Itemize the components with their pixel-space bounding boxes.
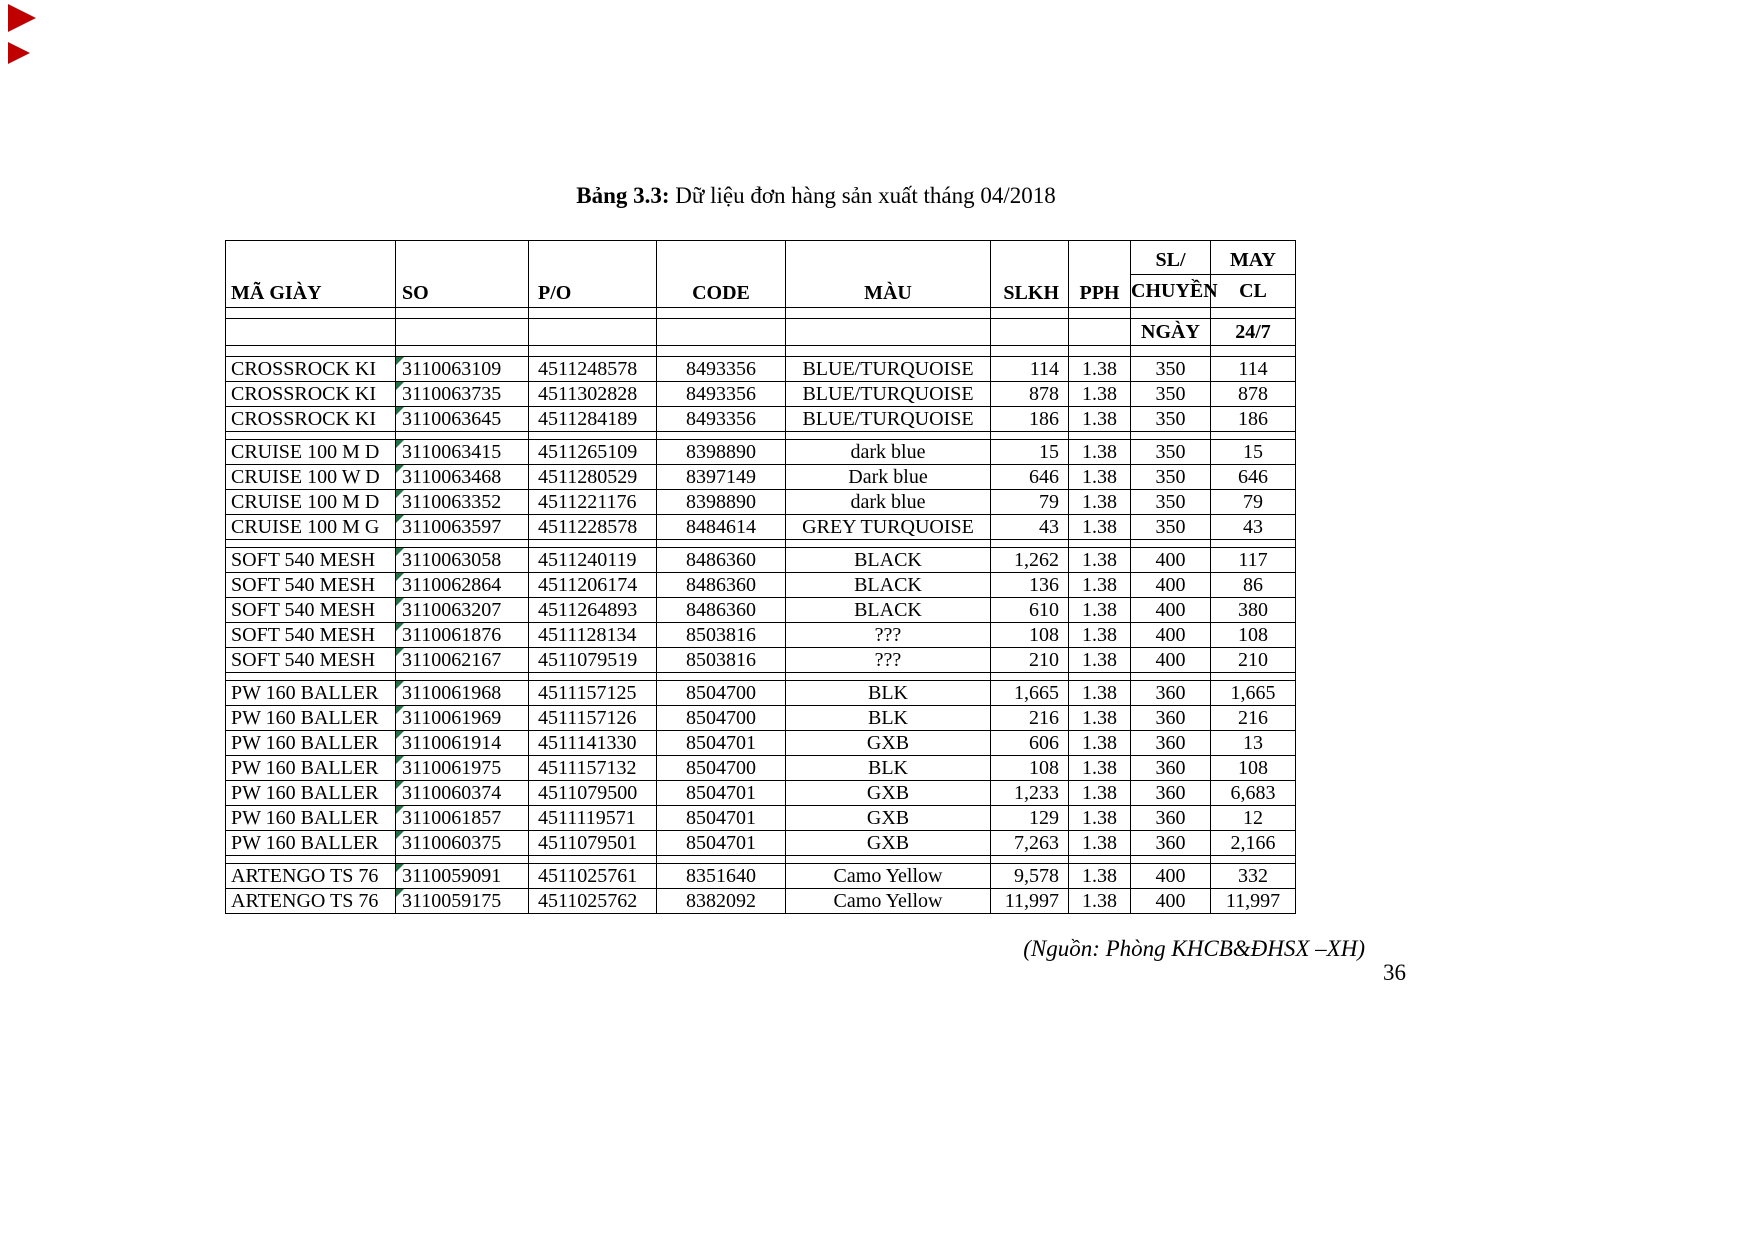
code-cell: 8504701 [657, 831, 786, 856]
separator-cell [657, 856, 786, 864]
so-cell: 3110063109 [396, 357, 529, 382]
po-cell: 4511157125 [529, 681, 657, 706]
sl-chuyen-ngay-cell: 400 [1131, 889, 1211, 914]
separator-cell [991, 673, 1069, 681]
may-cl-24-7-cell: 114 [1211, 357, 1296, 382]
ma-giay-cell: CRUISE 100 M G [226, 515, 396, 540]
may-cl-24-7-cell: 12 [1211, 806, 1296, 831]
separator-cell [396, 673, 529, 681]
so-cell: 3110061876 [396, 623, 529, 648]
may-cl-24-7-cell: 878 [1211, 382, 1296, 407]
mau-cell: GXB [786, 731, 991, 756]
col-header-mau: MÀU [786, 241, 991, 308]
po-cell: 4511280529 [529, 465, 657, 490]
col-header-slkh: SLKH [991, 241, 1069, 308]
table-row [226, 623, 1296, 648]
code-cell: 8382092 [657, 889, 786, 914]
table-row [226, 756, 1296, 781]
code-cell: 8493356 [657, 382, 786, 407]
flag-triangle-icon [396, 706, 404, 714]
slkh-cell: 11,997 [991, 889, 1069, 914]
code-cell: 8504700 [657, 756, 786, 781]
cutoff-row [226, 889, 1296, 914]
slkh-cell: 79 [991, 490, 1069, 515]
so-cell: 3110063735 [396, 382, 529, 407]
ma-giay-cell: PW 160 BALLER [226, 756, 396, 781]
sl-chuyen-ngay-cell: 400 [1131, 623, 1211, 648]
may-cl-24-7-cell: 186 [1211, 407, 1296, 432]
pph-cell: 1.38 [1069, 490, 1131, 515]
may-cl-24-7-cell: 11,997 [1211, 889, 1296, 914]
slkh-cell: 136 [991, 573, 1069, 598]
may-cl-24-7-cell: 117 [1211, 548, 1296, 573]
mau-cell: BLUE/TURQUOISE [786, 382, 991, 407]
code-cell: 8493356 [657, 407, 786, 432]
sl-chuyen-ngay-cell: 400 [1131, 598, 1211, 623]
flag-triangle-icon [396, 548, 404, 556]
may-cl-24-7-cell: 15 [1211, 440, 1296, 465]
ma-giay-cell: CROSSROCK KI [226, 382, 396, 407]
pph-cell: 1.38 [1069, 781, 1131, 806]
separator-cell [529, 540, 657, 548]
slkh-cell: 646 [991, 465, 1069, 490]
separator-cell [786, 432, 991, 440]
mau-cell: BLACK [786, 548, 991, 573]
flag-triangle-icon [396, 889, 404, 897]
table-header [226, 241, 1296, 357]
header-spacer-row [226, 308, 1296, 319]
table-row [226, 515, 1296, 540]
code-cell: 8503816 [657, 648, 786, 673]
flag-triangle-icon [396, 465, 404, 473]
slkh-cell: 186 [991, 407, 1069, 432]
table-row [226, 648, 1296, 673]
code-cell: 8503816 [657, 623, 786, 648]
group-separator-row [226, 540, 1296, 548]
so-cell: 3110061914 [396, 731, 529, 756]
slkh-cell: 43 [991, 515, 1069, 540]
data-table-container [225, 240, 1301, 912]
po-cell: 4511221176 [529, 490, 657, 515]
pph-cell: 1.38 [1069, 731, 1131, 756]
po-cell: 4511157132 [529, 756, 657, 781]
so-cell: 3110059175 [396, 889, 529, 914]
code-cell: 8504700 [657, 681, 786, 706]
ma-giay-cell: ARTENGO TS 76 [226, 889, 396, 914]
separator-cell [1131, 432, 1211, 440]
separator-cell [396, 856, 529, 864]
separator-cell [226, 540, 396, 548]
flag-triangle-icon [396, 598, 404, 606]
separator-cell [226, 673, 396, 681]
mau-cell: Dark blue [786, 465, 991, 490]
separator-cell [1211, 673, 1296, 681]
po-cell: 4511119571 [529, 806, 657, 831]
table-row [226, 598, 1296, 623]
sl-chuyen-ngay-cell: 360 [1131, 731, 1211, 756]
code-cell: 8397149 [657, 465, 786, 490]
separator-cell [226, 856, 396, 864]
separator-cell [1131, 540, 1211, 548]
header-spacer-row [226, 346, 1296, 357]
code-cell: 8504701 [657, 731, 786, 756]
flag-triangle-icon [396, 731, 404, 739]
sl-chuyen-ngay-cell: 400 [1131, 648, 1211, 673]
ma-giay-cell: PW 160 BALLER [226, 706, 396, 731]
pph-cell: 1.38 [1069, 623, 1131, 648]
so-cell: 3110063597 [396, 515, 529, 540]
may-cl-24-7-cell: 108 [1211, 756, 1296, 781]
code-cell: 8504700 [657, 706, 786, 731]
may-cl-24-7-cell: 332 [1211, 864, 1296, 889]
slkh-cell: 129 [991, 806, 1069, 831]
header-row-top [226, 241, 1296, 275]
table-row [226, 490, 1296, 515]
ma-giay-cell: PW 160 BALLER [226, 831, 396, 856]
table-caption-label: Bảng 3.3: [576, 183, 670, 208]
ma-giay-cell: SOFT 540 MESH [226, 648, 396, 673]
col-header-ngay: NGÀY [1131, 319, 1211, 346]
po-cell: 4511157126 [529, 706, 657, 731]
separator-cell [396, 432, 529, 440]
flag-triangle-icon [396, 831, 404, 839]
separator-cell [1211, 540, 1296, 548]
po-cell: 4511128134 [529, 623, 657, 648]
col-header-ma-giay: MÃ GIÀY [226, 241, 396, 308]
pph-cell: 1.38 [1069, 357, 1131, 382]
mau-cell: dark blue [786, 440, 991, 465]
so-cell: 3110061969 [396, 706, 529, 731]
mau-cell: GXB [786, 831, 991, 856]
mau-cell: BLK [786, 756, 991, 781]
table-row [226, 731, 1296, 756]
pph-cell: 1.38 [1069, 648, 1131, 673]
group-separator-row [226, 432, 1296, 440]
ma-giay-cell: ARTENGO TS 76 [226, 864, 396, 889]
pph-cell: 1.38 [1069, 465, 1131, 490]
ma-giay-cell: PW 160 BALLER [226, 806, 396, 831]
table-row [226, 681, 1296, 706]
po-cell: 4511265109 [529, 440, 657, 465]
table-caption-text: Dữ liệu đơn hàng sản xuất tháng 04/2018 [669, 183, 1056, 208]
mau-cell: BLUE/TURQUOISE [786, 407, 991, 432]
po-cell: 4511141330 [529, 731, 657, 756]
flag-triangle-icon [396, 357, 404, 365]
table-row [226, 548, 1296, 573]
slkh-cell: 878 [991, 382, 1069, 407]
ma-giay-cell: SOFT 540 MESH [226, 598, 396, 623]
mau-cell: GXB [786, 806, 991, 831]
separator-cell [786, 673, 991, 681]
code-cell: 8504701 [657, 781, 786, 806]
so-cell: 3110060374 [396, 781, 529, 806]
col-header-sl: SL/ [1131, 241, 1211, 275]
table-row [226, 382, 1296, 407]
mau-cell: GREY TURQUOISE [786, 515, 991, 540]
flag-triangle-icon [396, 648, 404, 656]
may-cl-24-7-cell: 6,683 [1211, 781, 1296, 806]
slkh-cell: 610 [991, 598, 1069, 623]
po-cell: 4511240119 [529, 548, 657, 573]
code-cell: 8398890 [657, 440, 786, 465]
flag-triangle-icon [396, 756, 404, 764]
so-cell: 3110063415 [396, 440, 529, 465]
table-row [226, 573, 1296, 598]
sl-chuyen-ngay-cell: 360 [1131, 756, 1211, 781]
may-cl-24-7-cell: 108 [1211, 623, 1296, 648]
separator-cell [1069, 432, 1131, 440]
separator-cell [786, 856, 991, 864]
flag-triangle-icon [396, 623, 404, 631]
col-header-24-7: 24/7 [1211, 319, 1296, 346]
col-header-pph: PPH [1069, 241, 1131, 308]
sl-chuyen-ngay-cell: 350 [1131, 407, 1211, 432]
so-cell: 3110062864 [396, 573, 529, 598]
slkh-cell: 210 [991, 648, 1069, 673]
pph-cell: 1.38 [1069, 831, 1131, 856]
so-cell: 3110063645 [396, 407, 529, 432]
ma-giay-cell: CRUISE 100 M D [226, 490, 396, 515]
col-header-cl: CL [1211, 275, 1296, 308]
may-cl-24-7-cell: 210 [1211, 648, 1296, 673]
sl-chuyen-ngay-cell: 350 [1131, 382, 1211, 407]
flag-triangle-icon [396, 573, 404, 581]
sl-chuyen-ngay-cell: 350 [1131, 515, 1211, 540]
po-cell: 4511079501 [529, 831, 657, 856]
separator-cell [1131, 856, 1211, 864]
ma-giay-cell: SOFT 540 MESH [226, 573, 396, 598]
flag-triangle-icon [396, 382, 404, 390]
may-cl-24-7-cell: 2,166 [1211, 831, 1296, 856]
separator-cell [1069, 856, 1131, 864]
ma-giay-cell: CRUISE 100 W D [226, 465, 396, 490]
mau-cell: BLK [786, 706, 991, 731]
header-row-sub [226, 319, 1296, 346]
slkh-cell: 108 [991, 623, 1069, 648]
so-cell: 3110060375 [396, 831, 529, 856]
mau-cell: GXB [786, 781, 991, 806]
separator-cell [529, 673, 657, 681]
flag-triangle-icon [396, 515, 404, 523]
po-cell: 4511284189 [529, 407, 657, 432]
mau-cell: ??? [786, 623, 991, 648]
separator-cell [396, 540, 529, 548]
table-body [226, 357, 1296, 914]
ma-giay-cell: CROSSROCK KI [226, 407, 396, 432]
col-header-may: MAY [1211, 241, 1296, 275]
col-header-po: P/O [529, 241, 657, 308]
ma-giay-cell: PW 160 BALLER [226, 681, 396, 706]
sl-chuyen-ngay-cell: 350 [1131, 465, 1211, 490]
sl-chuyen-ngay-cell: 360 [1131, 806, 1211, 831]
flag-triangle-icon [396, 806, 404, 814]
po-cell: 4511248578 [529, 357, 657, 382]
table-row [226, 864, 1296, 889]
so-cell: 3110061968 [396, 681, 529, 706]
separator-cell [657, 540, 786, 548]
so-cell: 3110061857 [396, 806, 529, 831]
table-row [226, 440, 1296, 465]
sl-chuyen-ngay-cell: 350 [1131, 440, 1211, 465]
po-cell: 4511206174 [529, 573, 657, 598]
mau-cell: BLACK [786, 598, 991, 623]
table-row [226, 781, 1296, 806]
mau-cell: Camo Yellow [786, 889, 991, 914]
may-cl-24-7-cell: 13 [1211, 731, 1296, 756]
may-cl-24-7-cell: 79 [1211, 490, 1296, 515]
so-cell: 3110061975 [396, 756, 529, 781]
mau-cell: BLUE/TURQUOISE [786, 357, 991, 382]
pph-cell: 1.38 [1069, 806, 1131, 831]
slkh-cell: 114 [991, 357, 1069, 382]
pph-cell: 1.38 [1069, 889, 1131, 914]
separator-cell [529, 432, 657, 440]
po-cell: 4511228578 [529, 515, 657, 540]
mau-cell: BLACK [786, 573, 991, 598]
source-note: (Nguồn: Phòng KHCB&ĐHSX –XH) [1023, 936, 1365, 961]
so-cell: 3110063058 [396, 548, 529, 573]
table-row [226, 831, 1296, 856]
sl-chuyen-ngay-cell: 400 [1131, 864, 1211, 889]
red-corner-mark-icon [8, 4, 36, 32]
may-cl-24-7-cell: 1,665 [1211, 681, 1296, 706]
sl-chuyen-ngay-cell: 400 [1131, 548, 1211, 573]
separator-cell [1131, 673, 1211, 681]
po-cell: 4511079519 [529, 648, 657, 673]
flag-triangle-icon [396, 407, 404, 415]
group-separator-row [226, 673, 1296, 681]
separator-cell [226, 432, 396, 440]
so-cell: 3110062167 [396, 648, 529, 673]
slkh-cell: 7,263 [991, 831, 1069, 856]
so-cell: 3110063352 [396, 490, 529, 515]
separator-cell [1069, 673, 1131, 681]
pph-cell: 1.38 [1069, 706, 1131, 731]
may-cl-24-7-cell: 646 [1211, 465, 1296, 490]
pph-cell: 1.38 [1069, 515, 1131, 540]
pph-cell: 1.38 [1069, 864, 1131, 889]
so-cell: 3110063207 [396, 598, 529, 623]
code-cell: 8504701 [657, 806, 786, 831]
col-header-chuyen: CHUYỀN [1131, 275, 1211, 308]
pph-cell: 1.38 [1069, 756, 1131, 781]
may-cl-24-7-cell: 380 [1211, 598, 1296, 623]
table-row [226, 706, 1296, 731]
code-cell: 8486360 [657, 548, 786, 573]
slkh-cell: 606 [991, 731, 1069, 756]
ma-giay-cell: CROSSROCK KI [226, 357, 396, 382]
may-cl-24-7-cell: 86 [1211, 573, 1296, 598]
pph-cell: 1.38 [1069, 598, 1131, 623]
table-caption [0, 183, 1632, 209]
sl-chuyen-ngay-cell: 360 [1131, 706, 1211, 731]
table-row [226, 407, 1296, 432]
may-cl-24-7-cell: 216 [1211, 706, 1296, 731]
sl-chuyen-ngay-cell: 400 [1131, 573, 1211, 598]
pph-cell: 1.38 [1069, 440, 1131, 465]
ma-giay-cell: CRUISE 100 M D [226, 440, 396, 465]
so-cell: 3110063468 [396, 465, 529, 490]
pph-cell: 1.38 [1069, 573, 1131, 598]
table-row [226, 357, 1296, 382]
mau-cell: BLK [786, 681, 991, 706]
separator-cell [1211, 432, 1296, 440]
pph-cell: 1.38 [1069, 548, 1131, 573]
separator-cell [657, 673, 786, 681]
sl-chuyen-ngay-cell: 350 [1131, 490, 1211, 515]
separator-cell [786, 540, 991, 548]
sl-chuyen-ngay-cell: 360 [1131, 681, 1211, 706]
data-table [225, 240, 1296, 914]
slkh-cell: 216 [991, 706, 1069, 731]
flag-triangle-icon [396, 490, 404, 498]
so-cell: 3110059091 [396, 864, 529, 889]
ma-giay-cell: PW 160 BALLER [226, 781, 396, 806]
pph-cell: 1.38 [1069, 407, 1131, 432]
code-cell: 8484614 [657, 515, 786, 540]
slkh-cell: 15 [991, 440, 1069, 465]
sl-chuyen-ngay-cell: 360 [1131, 781, 1211, 806]
separator-cell [991, 540, 1069, 548]
separator-cell [529, 856, 657, 864]
table-row [226, 465, 1296, 490]
slkh-cell: 108 [991, 756, 1069, 781]
separator-cell [1211, 856, 1296, 864]
flag-triangle-icon [396, 440, 404, 448]
ma-giay-cell: PW 160 BALLER [226, 731, 396, 756]
mau-cell: ??? [786, 648, 991, 673]
ma-giay-cell: SOFT 540 MESH [226, 548, 396, 573]
flag-triangle-icon [396, 864, 404, 872]
mau-cell: dark blue [786, 490, 991, 515]
pph-cell: 1.38 [1069, 382, 1131, 407]
group-separator-row [226, 856, 1296, 864]
code-cell: 8351640 [657, 864, 786, 889]
slkh-cell: 1,233 [991, 781, 1069, 806]
mau-cell: Camo Yellow [786, 864, 991, 889]
table-row [226, 806, 1296, 831]
code-cell: 8486360 [657, 598, 786, 623]
po-cell: 4511079500 [529, 781, 657, 806]
ma-giay-cell: SOFT 540 MESH [226, 623, 396, 648]
po-cell: 4511264893 [529, 598, 657, 623]
separator-cell [1069, 540, 1131, 548]
sl-chuyen-ngay-cell: 350 [1131, 357, 1211, 382]
separator-cell [991, 432, 1069, 440]
code-cell: 8486360 [657, 573, 786, 598]
code-cell: 8398890 [657, 490, 786, 515]
col-header-code: CODE [657, 241, 786, 308]
page-number: 36 [1383, 960, 1406, 985]
po-cell: 4511025761 [529, 864, 657, 889]
slkh-cell: 9,578 [991, 864, 1069, 889]
pph-cell: 1.38 [1069, 681, 1131, 706]
flag-triangle-icon [396, 781, 404, 789]
red-corner-mark-icon [8, 42, 30, 64]
sl-chuyen-ngay-cell: 360 [1131, 831, 1211, 856]
po-cell: 4511025762 [529, 889, 657, 914]
slkh-cell: 1,262 [991, 548, 1069, 573]
may-cl-24-7-cell: 43 [1211, 515, 1296, 540]
code-cell: 8493356 [657, 357, 786, 382]
slkh-cell: 1,665 [991, 681, 1069, 706]
flag-triangle-icon [396, 681, 404, 689]
separator-cell [657, 432, 786, 440]
col-header-so: SO [396, 241, 529, 308]
separator-cell [991, 856, 1069, 864]
po-cell: 4511302828 [529, 382, 657, 407]
